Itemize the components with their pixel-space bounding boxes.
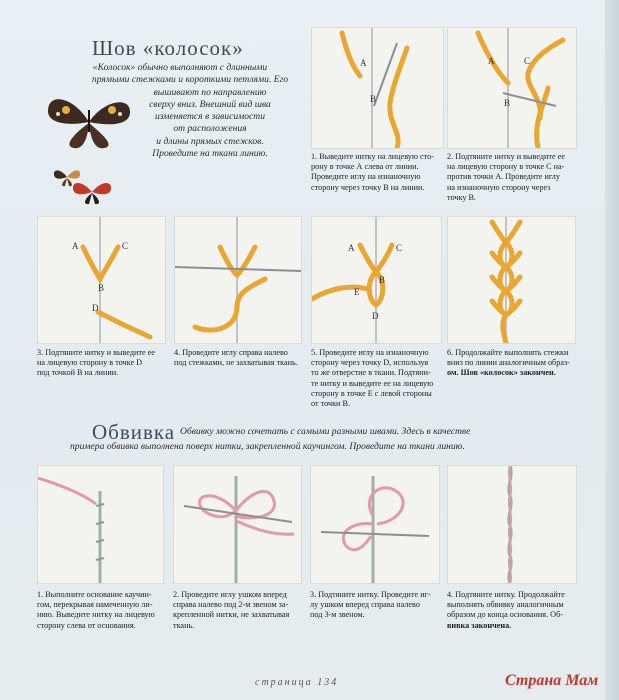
- point-label: D: [372, 311, 379, 321]
- section-title-kolosok: Шов «колосок»: [92, 36, 244, 60]
- caption-line: 1. Выведите нитку на лицевую сто-: [311, 152, 434, 161]
- caption-line: нию. Выведите нитку на лицевую: [37, 610, 155, 620]
- step-caption-2: [447, 152, 579, 203]
- caption-line: 1. Выполните основание каучин-: [37, 590, 152, 599]
- step-photo-4: [174, 216, 302, 344]
- obvivka-caption-3: [310, 590, 442, 621]
- caption-line: лу ушком вперед справа налево: [310, 600, 420, 610]
- caption-line: сторону через точку D, используя: [311, 358, 429, 368]
- caption-line: рону в точке А слева от линии.: [311, 162, 419, 172]
- caption-line: выполнять обвивку аналогичным: [447, 600, 564, 610]
- caption-line: под точкой В на линии.: [37, 368, 119, 378]
- obvivka-photo-1: [37, 465, 164, 584]
- intro-obvivka-2: [70, 441, 590, 453]
- step-photo-1: [311, 27, 444, 149]
- point-label: C: [122, 241, 129, 251]
- caption-line: 3. Подтяните нитку. Проведите иг-: [310, 590, 431, 599]
- page-spine: [605, 0, 619, 700]
- section-title-obvivka: Обвивка: [92, 420, 176, 444]
- point-label: C: [524, 56, 531, 66]
- intro-line: Проведите на ткани линию.: [152, 148, 268, 160]
- caption-line: точку В.: [447, 192, 476, 202]
- site-logo[interactable]: Страна Мам: [505, 672, 599, 689]
- step-caption-6: [447, 348, 581, 379]
- caption-line: от точки В.: [311, 399, 350, 409]
- point-label: A: [72, 241, 79, 251]
- caption-line: на лицевую сторону в точке D: [37, 358, 143, 368]
- step-photo-6: [447, 216, 576, 344]
- caption-line: то же отверстие в ткани. Подтяни-: [311, 368, 431, 378]
- obvivka-photo-2: [173, 465, 302, 584]
- caption-line: 4. Проведите иглу справа налево: [174, 348, 288, 357]
- caption-line: под 3-м звеном.: [310, 610, 365, 620]
- step-caption-1: [311, 152, 445, 193]
- point-label: B: [504, 98, 511, 108]
- intro-line: вышивают по направлению: [153, 86, 267, 98]
- intro-line: и длины прямых стежков.: [156, 135, 264, 147]
- caption-line: под стежками, не захватывая ткань.: [174, 358, 298, 368]
- obvivka-photo-3: [310, 465, 440, 584]
- step-photo-5: [311, 216, 442, 344]
- point-label: A: [360, 58, 367, 68]
- caption-line: гом, перекрывая намеченную ли-: [37, 600, 153, 610]
- obvivka-caption-4: [447, 590, 581, 631]
- caption-line: вниз по линии аналогичным образ-: [447, 358, 570, 368]
- caption-line: ом. Шов «колосок» закончен.: [447, 368, 556, 378]
- caption-line: Проведите иглу на изнаночную: [311, 172, 421, 182]
- intro-obvivka: [180, 426, 560, 438]
- caption-line: 2. Подтяните нитку и выведите ее: [447, 152, 565, 161]
- intro-line: от расположения: [173, 123, 247, 135]
- caption-line: на изнаночную сторону через: [447, 182, 551, 192]
- butterfly-large-icon: [44, 92, 134, 152]
- intro-line: сверху вниз. Внешний вид шва: [149, 98, 271, 110]
- page-number: страница 134: [255, 677, 339, 688]
- butterfly-red-icon: [70, 178, 114, 206]
- caption-line: образом до конца основания. Об-: [447, 610, 563, 620]
- caption-line: 3. Подтяните нитку и выведите ее: [37, 348, 155, 357]
- intro-line: «Колосок» обычно выполняют с длинными: [92, 62, 268, 73]
- point-label: D: [92, 303, 99, 313]
- caption-line: 4. Подтяните нитку. Продолжайте: [447, 590, 565, 599]
- intro-line: примера обвивка выполнена поверх нитки, закрепленной каучингом. Проведите на ткани линию.: [70, 441, 465, 452]
- caption-line: 2. Проведите иглу ушком вперед: [173, 590, 287, 599]
- point-label: B: [98, 283, 105, 293]
- caption-line: сторону слева от основания.: [37, 620, 136, 630]
- obvivka-caption-1: [37, 590, 169, 631]
- point-label: B: [370, 94, 377, 104]
- caption-line: 5. Проведите иглу на изнаночную: [311, 348, 429, 357]
- caption-line: сторону через точку В на линии.: [311, 182, 425, 192]
- step-caption-5: [311, 348, 445, 409]
- point-label: A: [348, 243, 355, 253]
- caption-line: сторону в точке Е с левой стороны: [311, 388, 432, 398]
- caption-line: вивка закончена.: [447, 620, 512, 630]
- step-caption-4: [174, 348, 308, 368]
- intro-line: прямыми стежками и короткими петлями. Его: [91, 74, 289, 86]
- caption-line: на лицевую сторону в точке С на-: [447, 162, 565, 172]
- caption-line: справа налево под 2-м звеном за-: [173, 600, 289, 610]
- step-caption-3: [37, 348, 171, 379]
- point-label: A: [488, 56, 495, 66]
- point-label: C: [396, 243, 403, 253]
- intro-line: Обвивку можно сочетать с самыми разными швами. Здесь в качестве: [180, 426, 471, 437]
- caption-line: ткань.: [173, 620, 195, 630]
- caption-line: 6. Продолжайте выполнять стежки: [447, 348, 569, 357]
- caption-line: те нитку и выведите ее на лицевую: [311, 378, 434, 388]
- obvivka-photo-4: [447, 465, 577, 584]
- caption-line: против точки А. Проведите иглу: [447, 172, 560, 182]
- obvivka-caption-2: [173, 590, 305, 631]
- caption-line: крепленной нитки, не захватывая: [173, 610, 290, 620]
- step-photo-2: [447, 27, 577, 149]
- intro-line: изменяется в зависимости: [154, 111, 266, 123]
- point-label: B: [379, 275, 386, 285]
- step-photo-3: [37, 216, 166, 344]
- point-label: E: [354, 287, 360, 297]
